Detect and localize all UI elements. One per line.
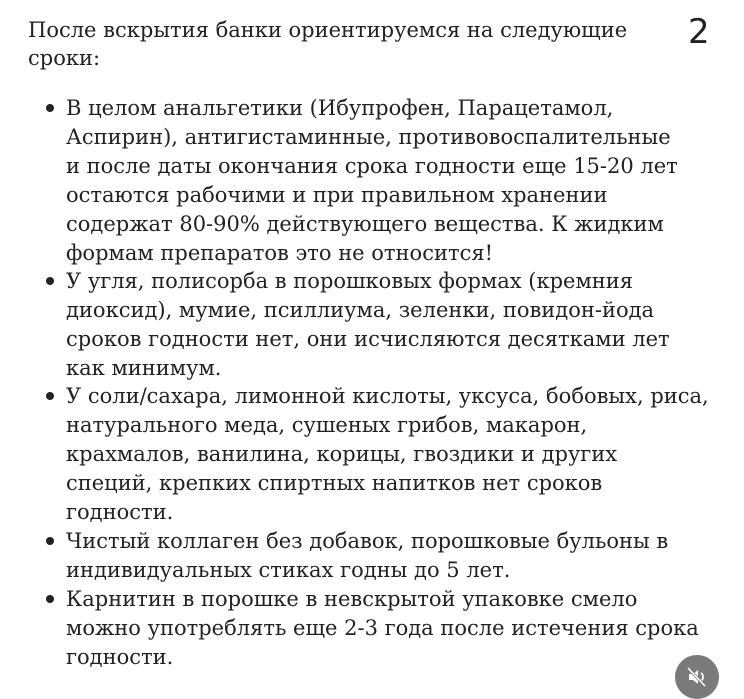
- list-item-line: сроков годности нет, они исчисляются десятками лет: [66, 327, 670, 351]
- bullet-icon: [46, 277, 54, 285]
- list-item-line: и после даты окончания срока годности еще 15-20 лет: [66, 154, 678, 178]
- bullet-icon: [46, 104, 54, 112]
- intro-line: После вскрытия банки ориентируемся на следующие: [28, 18, 628, 42]
- list-item-line: индивидуальных стиках годны до 5 лет.: [66, 558, 511, 582]
- list-item-line: крахмалов, ванилина, корицы, гвоздики и других: [66, 442, 618, 466]
- list-item-line: У соли/сахара, лимонной кислоты, уксуса, бобовых, риса,: [66, 384, 709, 408]
- list-item-line: специй, крепких спиртных напитков нет сроков: [66, 471, 603, 495]
- intro-line: сроки:: [28, 46, 101, 70]
- list-item-line: натурального меда, сушеных грибов, макарон,: [66, 413, 588, 437]
- list-item-line: содержат 80-90% действующего вещества. К жидким: [66, 212, 664, 236]
- mute-button[interactable]: [675, 655, 719, 699]
- bullet-icon: [46, 537, 54, 545]
- list-item-line: годности.: [66, 645, 174, 669]
- list-item-line: Карнитин в порошке в невскрытой упаковке смело: [66, 587, 638, 611]
- bullet-icon: [46, 595, 54, 603]
- list-item-line: Аспирин), антигистаминные, противовоспалительные: [66, 125, 671, 149]
- speaker-muted-icon: [685, 665, 709, 689]
- list-item-line: как минимум.: [66, 356, 222, 380]
- page-number: 2: [688, 12, 710, 52]
- list-item-line: формам препаратов это не относится!: [66, 241, 494, 265]
- list-item-line: остаются рабочими и при правильном хранении: [66, 183, 608, 207]
- bullet-icon: [46, 392, 54, 400]
- list-item-line: можно употреблять еще 2-3 года после истечения срока: [66, 616, 699, 640]
- list-item-line: годности.: [66, 500, 174, 524]
- list-item-line: Чистый коллаген без добавок, порошковые бульоны в: [66, 529, 669, 553]
- list-item-line: диоксид), мумие, псиллиума, зеленки, повидон-йода: [66, 298, 655, 322]
- list-item-line: В целом анальгетики (Ибупрофен, Парацетамол,: [66, 96, 614, 120]
- list-item-line: У угля, полисорба в порошковых формах (кремния: [66, 269, 634, 293]
